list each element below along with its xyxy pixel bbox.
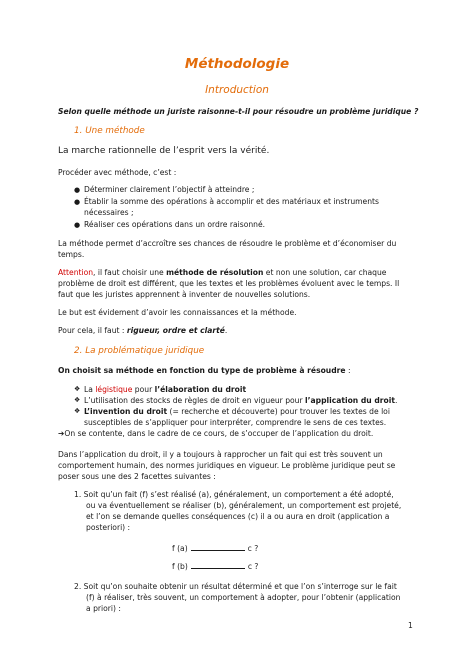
formula-arrow-line (191, 544, 245, 551)
text-span: , il faut choisir une (93, 268, 167, 277)
text-span: . (394, 396, 398, 405)
formula-line (172, 561, 258, 572)
text-span: La (84, 385, 96, 394)
page-number: 1 (408, 621, 413, 630)
section-2-lead (58, 365, 351, 376)
numbered-item-line: 1. Soit qu’un fait (f) s’est réalisé (a), généralement, un comportement a été adopté, (74, 490, 394, 499)
list-item (84, 395, 397, 406)
list-item-continuation: nécessaires ; (84, 208, 134, 217)
formula-right: c ? (247, 544, 259, 553)
attention-line (58, 267, 386, 278)
formula-left: f (b) (172, 562, 188, 571)
paragraph-line: comportement humain, des normes juridiques en vigueur. Le problème juridique peut se (58, 461, 396, 470)
formula-line (172, 543, 258, 554)
numbered-item-line: a priori) : (86, 604, 121, 613)
bold-span: On choisit sa méthode en fonction du type de problème à résoudre (58, 366, 346, 375)
text-span: pour (132, 385, 155, 394)
bold-span: l’application du droit (305, 396, 395, 405)
paragraph-line: Le but est évidement d’avoir les connaissances et la méthode. (58, 308, 297, 317)
paragraph-line: problème de droit est différent, que les textes et les problèmes évoluent avec le temps. Il (58, 279, 400, 288)
text-span: L’utilisation des stocks de règles de droit en vigueur pour (84, 396, 306, 405)
formula-arrow-line (191, 562, 245, 569)
numbered-item-line: posteriori) : (86, 523, 131, 532)
list-item: Réaliser ces opérations dans un ordre raisonné. (84, 220, 266, 229)
diamond-bullet-icon: ❖ (74, 407, 81, 415)
section-1-lead: La marche rationnelle de l’esprit vers la vérité. (58, 146, 270, 156)
proceder-line: Procéder avec méthode, c’est : (58, 168, 177, 177)
bold-span: l’élaboration du droit (154, 385, 247, 394)
list-item (84, 406, 390, 417)
diamond-bullet-icon: ❖ (74, 396, 81, 404)
list-item: Établir la somme des opérations à accomplir et des matériaux et instruments (84, 197, 379, 206)
list-item-continuation: susceptibles de s’appliquer pour interpréter, comprendre le sens de ces textes. (84, 418, 387, 427)
main-question: Selon quelle méthode un juriste raisonne-t-il pour résoudre un problème juridique ? (58, 107, 419, 116)
bullet-dot: ● (74, 186, 81, 194)
bullet-dot: ● (74, 221, 81, 229)
attention-word: Attention (58, 268, 94, 277)
bold-span: L’invention du droit (84, 407, 168, 416)
bold-italic-span: rigueur, ordre et clarté (126, 326, 225, 335)
diamond-bullet-icon: ❖ (74, 385, 81, 393)
text-span: . (224, 326, 228, 335)
numbered-item-line: 2. Soit qu’on souhaite obtenir un résultat déterminé et que l’on s’interroge sur le fait (74, 582, 397, 591)
page-title: Méthodologie (184, 56, 290, 72)
text-span: : (345, 366, 351, 375)
section-1-heading: 1. Une méthode (74, 126, 145, 136)
paragraph-line: Dans l’application du droit, il y a toujours à rapprocher un fait qui est très souvent un (58, 450, 383, 459)
formula-right: c ? (247, 562, 259, 571)
text-span: Pour cela, il faut : (58, 326, 127, 335)
paragraph-line: temps. (58, 250, 85, 259)
paragraph-line (58, 325, 227, 336)
arrow-line (58, 428, 373, 439)
paragraph-line: faut que les juristes apprennent à inventer de nouvelles solutions. (58, 290, 311, 299)
text-span: On se contente, dans le cadre de ce cours, de s’occuper de l’application du droit. (64, 429, 374, 438)
paragraph-line: poser sous une des 2 facettes suivantes : (58, 472, 216, 481)
red-span: légistique (95, 385, 133, 394)
numbered-item-line: ou va éventuellement se réaliser (b), généralement, un comportement est projeté, (86, 501, 402, 510)
numbered-item-line: et l’on se demande quelles conséquences (c) il a ou aura en droit (application a (86, 512, 390, 521)
section-2-heading: 2. La problématique juridique (74, 346, 205, 356)
bold-span: méthode de résolution (166, 268, 264, 277)
bullet-dot: ● (74, 198, 81, 206)
formula-left: f (a) (172, 544, 188, 553)
right-arrow-icon: ➔ (58, 429, 65, 438)
text-span: et non une solution, car chaque (263, 268, 387, 277)
page-subtitle: Introduction (205, 84, 269, 96)
list-item: Déterminer clairement l’objectif à atteindre ; (84, 185, 255, 194)
list-item (84, 384, 246, 395)
text-span: (= recherche et découverte) pour trouver les textes de loi (167, 407, 390, 416)
numbered-item-line: (f) à réaliser, très souvent, un comportement à adopter, pour l’obtenir (application (86, 593, 401, 602)
paragraph-line: La méthode permet d’accroître ses chances de résoudre le problème et d’économiser du (58, 239, 397, 248)
